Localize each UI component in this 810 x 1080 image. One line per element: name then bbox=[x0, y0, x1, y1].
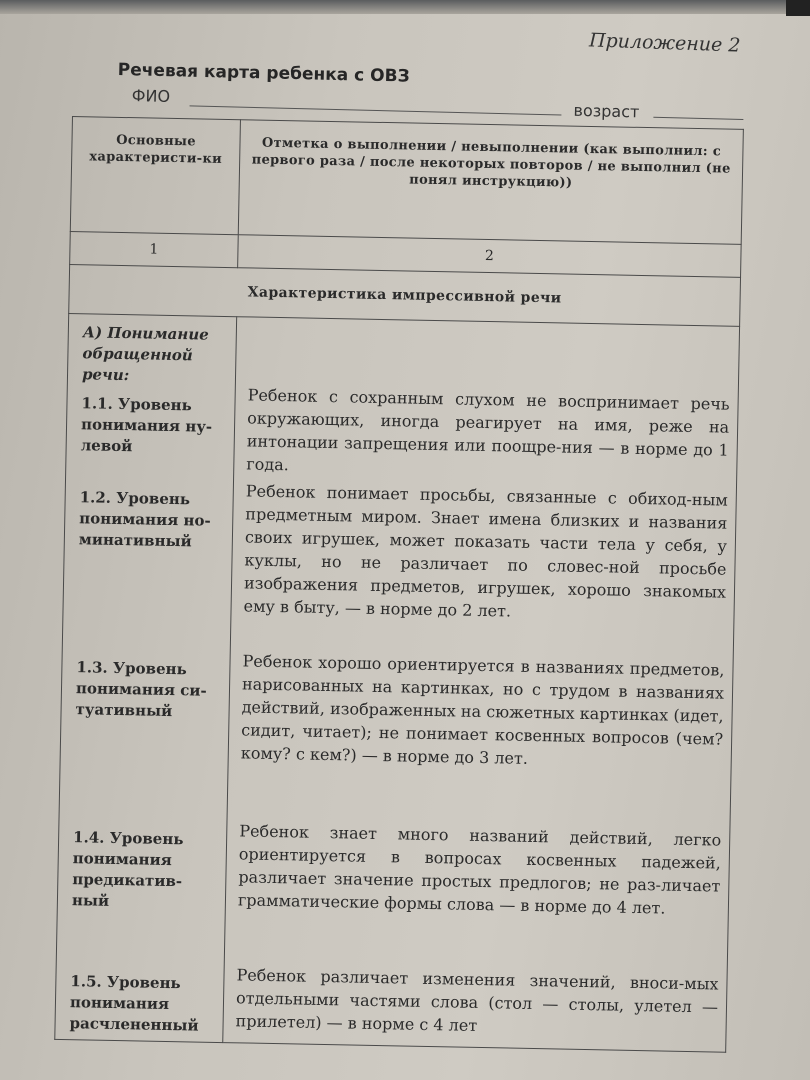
level-description: Ребенок различает изменения значений, вноси-мых отдельными частями слова (стол — столы, улетел — прилетел) — в норме с 4 лет bbox=[235, 965, 719, 1035]
col1-number: 1 bbox=[70, 231, 239, 267]
appendix-label: Приложение 2 bbox=[588, 29, 741, 57]
section-title: Характеристика импрессивной речи bbox=[69, 264, 741, 326]
name-label: ФИО bbox=[131, 86, 171, 106]
age-field-line bbox=[653, 117, 743, 120]
level-description: Ребенок с сохранным слухом не воспринимает речь окружающих, иногда реагирует на имя, реже на интонации запрещения или поощре-ния — в норме до 1 года. bbox=[246, 385, 730, 475]
level-label: 1.2. Уровень понимания но-минативный bbox=[78, 488, 211, 551]
col2-number: 2 bbox=[238, 235, 742, 278]
speech-card-table-area bbox=[54, 116, 758, 1080]
col2-header: Отметка о выполнении / невыполнении (как выполнил: с первого раза / после некоторых повторов / не выполнил (не понял инструкцию)) bbox=[238, 120, 743, 245]
level-description: Ребенок понимает просьбы, связанные с обиход-ным предметным миром. Знает имена близких и названия своих игрушек, может показать части тела у себя, у куклы, но не различает по словес-ной просьбе изображения предметов, игрушек, хорошо знакомых ему в быту, — в норме до 2 лет. bbox=[243, 481, 728, 621]
corner-mark bbox=[786, 0, 810, 16]
level-label: 1.5. Уровень понимания расчлененный bbox=[69, 972, 199, 1035]
level-description: Ребенок знает много названий действий, легко ориентируется в вопросах косвенных падежей, различает значение простых предлогов; не раз-личает грамматические формы слова — в норме до 4 лет. bbox=[237, 821, 722, 918]
table-header-row bbox=[70, 117, 743, 245]
subsection-title: А) Понимание обращенной речи: bbox=[81, 323, 209, 385]
mark-cell bbox=[223, 317, 740, 1053]
table-row bbox=[55, 313, 740, 1052]
level-label: 1.4. Уровень понимания предикатив-ный bbox=[71, 828, 184, 910]
level-description: Ребенок хорошо ориентируется в названиях предметов, нарисованных на картинках, но с трудом в названиях действий, изображенных на сюжетных картинках (идет, сидит, читает); не понимает косвенных вопросов (чем? кому? с кем?) — в норме до 3 лет. bbox=[240, 651, 725, 768]
speech-card-table bbox=[54, 116, 744, 1053]
age-label: возраст bbox=[573, 100, 640, 122]
level-label: 1.3. Уровень понимания си-туативный bbox=[75, 658, 207, 721]
page-top-edge bbox=[0, 0, 810, 14]
characteristics-cell bbox=[55, 313, 237, 1042]
name-field-line bbox=[190, 105, 562, 115]
col1-header: Основные характеристи-ки bbox=[70, 117, 240, 235]
level-label: 1.1. Уровень понимания ну-левой bbox=[80, 394, 213, 456]
document-title: Речевая карта ребенка с ОВЗ bbox=[117, 60, 410, 87]
